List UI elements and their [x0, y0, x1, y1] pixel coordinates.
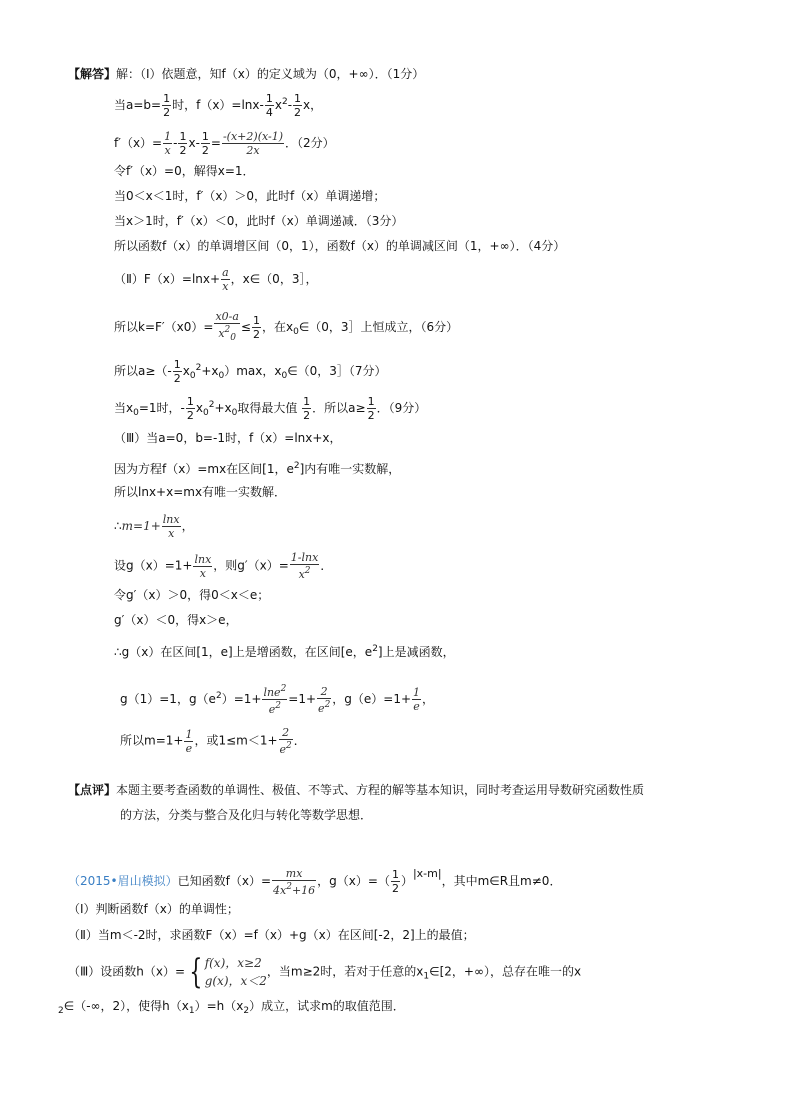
solution-line-20: g（1）=1，$g(e^2)=1+$ $\frac{\ln e^2}{e^2}$ =1+ $\frac{2}{e^2}$ ，g（e）=1+ $\frac{1}{e}$ ， — [120, 684, 435, 716]
fraction: $\frac{1}{e}$ — [185, 727, 193, 755]
fraction: $\frac{1}{4}$ — [265, 92, 273, 119]
solution-line-6: 当x＞1时，f′（x）＜0，此时f（x）单调递减．（3分） — [114, 214, 404, 228]
fraction: $\frac{1}{2}$ — [201, 130, 209, 157]
fraction: $\frac{1}{2}$ — [252, 314, 260, 341]
fraction: $\frac{1}{2}$ — [294, 92, 302, 119]
problem-q3-cont: $_2$∈（-∞，2），使得$h(x_1)=h(x_2)$成立，试求m的取值范围． — [58, 999, 405, 1016]
fraction: $\frac{1}{2}$ — [303, 395, 311, 422]
solution-line-5: 当0＜x＜1时，f′（x）＞0，此时f（x）单调递增； — [114, 189, 386, 203]
fraction: $\frac{\ln x}{x}$ — [194, 552, 212, 580]
fraction: $\frac{1}{e}$ — [413, 686, 421, 713]
problem-q2: （Ⅱ）当m＜-2时，求函数F（x）=f（x）+g（x）在区间[-2，2]上的最值； — [68, 928, 475, 942]
solution-line-19: ∴g（x）在区间[1，e]上是增函数，在区间[e，$e^2$]上是减函数， — [114, 644, 455, 659]
fraction: $\frac{mx}{4x^2+16}$ — [273, 866, 316, 897]
fraction: $\frac{2}{e^2}$ — [279, 726, 292, 756]
fraction: $\frac{-(x+2)(x-1)}{2x}$ — [222, 130, 283, 157]
problem-q1: （Ⅰ）判断函数f（x）的单调性； — [68, 902, 239, 916]
fraction: $\frac{\ln e^2}{e^2}$ — [263, 684, 287, 716]
piecewise-cases: f(x)，x≥2 g(x)，x＜2 — [204, 956, 267, 988]
fraction: $\frac{1}{x}$ — [164, 130, 172, 157]
fraction: $\frac{1}{2}$ — [391, 868, 399, 895]
solution-line-17: 令g′（x）＞0，得0＜x＜e； — [114, 588, 270, 602]
solution-line-15: ∴m=1+ $\frac{\ln x}{x}$ ， — [114, 513, 194, 540]
solution-line-8: （Ⅱ）F（x）=lnx+ $\frac{a}{x}$ ，x∈（0，3］， — [114, 266, 318, 293]
solution-line-18: g′（x）＜0，得x＞e， — [114, 613, 238, 627]
solution-line-4: 令f′（x）=0，解得x=1． — [114, 164, 255, 178]
solution-line-16: 设g（x）=1+ $\frac{\ln x}{x}$ ，则g′（x）= $\frac{1-\ln x}{x^2}$ ． — [114, 551, 333, 581]
fraction: $\frac{\ln x}{x}$ — [162, 513, 180, 540]
fraction: $\frac{a}{x}$ — [222, 266, 229, 293]
fraction: $\frac{1}{2}$ — [173, 358, 181, 385]
solution-line-14: 所以lnx+x=mx有唯一实数解． — [114, 485, 287, 499]
solution-line-9: 所以k=F′（x0）= $\frac{x0-a}{x^2_0}$ ≤ $\frac{1}{2}$ ，在$x_0\in(0$，3］上恒成立，（6分） — [114, 310, 459, 343]
solution-line-2: 当a=b= $\frac{1}{2}$ 时，f（x）=lnx- $\frac{1}{4}$ $x^2-$ $\frac{1}{2}$ x， — [114, 92, 323, 119]
solution-line-13: 因为方程f（x）=mx在区间[1，$e^2$]内有唯一实数解， — [114, 461, 401, 476]
comment-line-2: 的方法，分类与整合及化归与转化等数学思想． — [120, 808, 373, 822]
comment-line-1: 【点评】本题主要考查函数的单调性、极值、不等式、方程的解等基本知识，同时考查运用导数研究函数性质 — [68, 783, 645, 797]
solution-line-1: 【解答】解：（Ⅰ）依题意，知f（x）的定义域为（0，+∞）．（1分） — [68, 67, 425, 81]
solution-line-3: f′（x）= $\frac{1}{x}$ - $\frac{1}{2}$ x- $\frac{1}{2}$ = $\frac{-(x+2)(x-1)}{2x}$ ．（2分） — [114, 130, 335, 157]
solution-line-7: 所以函数f（x）的单调增区间（0，1），函数f（x）的单调减区间（1，+∞）．（4分） — [114, 239, 566, 253]
problem-source: （2015•眉山模拟） — [68, 874, 178, 888]
problem-line-1: （2015•眉山模拟）已知函数f（x）= $\frac{mx}{4x^2+16}$ ，g（x）=（ $\frac{1}{2}$ ）$^{|x-m|}$，其中m∈R且m≠0． — [68, 866, 562, 897]
fraction: $\frac{1}{2}$ — [186, 395, 194, 422]
solution-line-11: 当$x_0=1$时，- $\frac{1}{2}$ $x_0^2+x_0$取得最大值 $\frac{1}{2}$ ．所以a≥ $\frac{1}{2}$ ．（9分） — [114, 395, 427, 422]
solution-line-10: 所以a≥（- $\frac{1}{2}$ $x_0^2+x_0)\max$，$x_0\in(0$，3］（7分） — [114, 358, 387, 385]
brace: { — [189, 952, 203, 992]
fraction: $\frac{x0-a}{x^2_0}$ — [215, 310, 239, 343]
problem-q3: （Ⅲ）设函数h（x）= { f(x)，x≥2 g(x)，x＜2 ，当m≥2时，若对于任意的$x_1\in[2$，+∞），总存在唯一的x — [68, 952, 582, 992]
solution-tag: 【解答】 — [68, 67, 117, 81]
fraction: $\frac{2}{e^2}$ — [318, 684, 331, 715]
comment-tag: 【点评】 — [68, 783, 117, 797]
solution-line-12: （Ⅲ）当a=0，b=-1时，f（x）=lnx+x， — [114, 431, 342, 445]
fraction: $\frac{1}{2}$ — [367, 395, 375, 422]
fraction: $\frac{1}{2}$ — [179, 130, 187, 157]
fraction: $\frac{1-\ln x}{x^2}$ — [290, 551, 319, 581]
solution-line-21: 所以m=1+ $\frac{1}{e}$ ，或1≤m＜1+ $\frac{2}{e^2}$ ． — [120, 726, 306, 756]
fraction: $\frac{1}{2}$ — [163, 92, 171, 119]
